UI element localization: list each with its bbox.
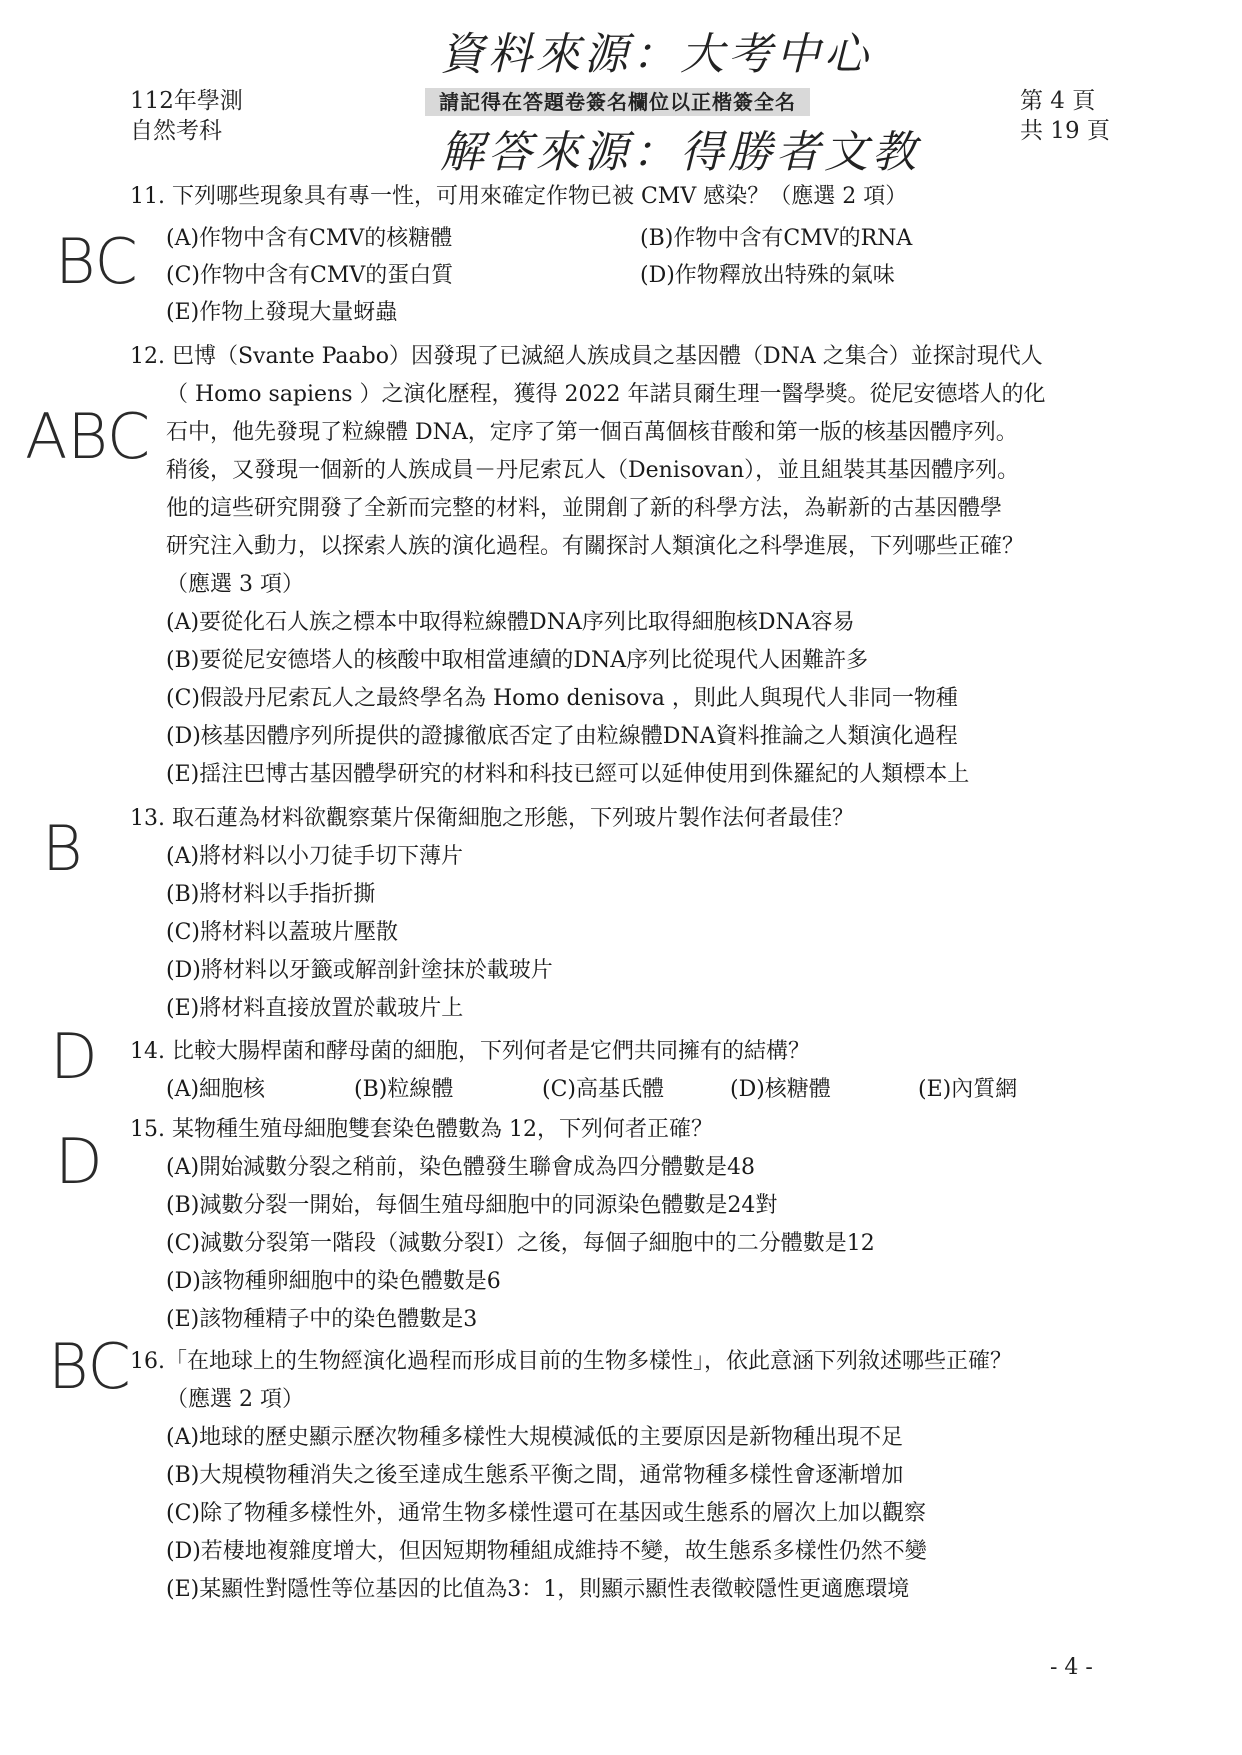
page-indicator: 第 4 頁 [1020, 88, 1096, 114]
page-total: 共 19 頁 [1020, 118, 1110, 144]
q16-option-c: (C)除了物種多樣性外，通常生物多樣性還可在基因或生態系的層次上加以觀察 [166, 1501, 927, 1526]
q12-option-d: (D)核基因體序列所提供的證據徹底否定了由粒線體DNA資料推論之人類演化過程 [166, 724, 958, 749]
q16-option-e: (E)某顯性對隱性等位基因的比值為3：1，則顯示顯性表徵較隱性更適應環境 [166, 1577, 910, 1602]
question-16-prompt-line-1: 16.「在地球上的生物經演化過程而形成目前的生物多樣性」，依此意涵下列敘述哪些正確？ [130, 1349, 1012, 1374]
q13-option-e: (E)將材料直接放置於載玻片上 [166, 996, 464, 1021]
q14-option-b: (B)粒線體 [354, 1077, 454, 1102]
handwritten-answer-q16: BC [48, 1330, 131, 1403]
question-12-prompt-line-2: （ Homo sapiens ）之演化歷程，獲得 2022 年諾貝爾生理一醫學獎。從尼安德塔人的化 [166, 382, 1046, 407]
question-11-prompt: 11. 下列哪些現象具有專一性，可用來確定作物已被 CMV 感染？（應選 2 項） [130, 184, 908, 209]
signature-notice-banner: 請記得在答題卷簽名欄位以正楷簽全名 [425, 88, 810, 116]
question-12-prompt-line-1: 12. 巴博（Svante Paabo）因發現了已滅絕人族成員之基因體（DNA 之集合）並探討現代人 [130, 344, 1043, 369]
q11-option-b: (B)作物中含有CMV的RNA [640, 226, 913, 251]
question-12-prompt-line-5: 他的這些研究開發了全新而完整的材料，並開創了新的科學方法，為嶄新的古基因體學 [166, 496, 1003, 521]
question-12-prompt-line-3: 石中，他先發現了粒線體 DNA，定序了第一個百萬個核苷酸和第一版的核基因體序列。 [166, 420, 1018, 445]
question-14-prompt: 14. 比較大腸桿菌和酵母菌的細胞，下列何者是它們共同擁有的結構？ [130, 1039, 810, 1064]
q12-option-b: (B)要從尼安德塔人的核酸中取相當連續的DNA序列比從現代人困難許多 [166, 648, 869, 673]
q15-option-e: (E)該物種精子中的染色體數是3 [166, 1307, 478, 1332]
handwritten-answer-q15: D [55, 1125, 103, 1198]
q14-option-d: (D)核糖體 [730, 1077, 831, 1102]
q14-option-c: (C)高基氏體 [542, 1077, 664, 1102]
q13-option-c: (C)將材料以蓋玻片壓散 [166, 920, 398, 945]
q13-option-a: (A)將材料以小刀徒手切下薄片 [166, 844, 464, 869]
q12-option-c: (C)假設丹尼索瓦人之最終學名為 Homo denisova ，則此人與現代人非同一物種 [166, 686, 958, 711]
q11-option-d: (D)作物釋放出特殊的氣味 [640, 263, 895, 288]
q13-option-b: (B)將材料以手指折撕 [166, 882, 376, 907]
q12-option-a: (A)要從化石人族之標本中取得粒線體DNA序列比取得細胞核DNA容易 [166, 610, 855, 635]
q16-option-d: (D)若棲地複雜度增大，但因短期物種組成維持不變，故生態系多樣性仍然不變 [166, 1539, 927, 1564]
question-12-prompt-line-4: 稍後，又發現一個新的人族成員－丹尼索瓦人（Denisovan），並且組裝其基因體序列。 [166, 458, 1020, 483]
q15-option-a: (A)開始減數分裂之稍前，染色體發生聯會成為四分體數是48 [166, 1155, 756, 1180]
q12-option-e: (E)揺注巴博古基因體學研究的材料和科技已經可以延伸使用到侏羅紀的人類標本上 [166, 762, 970, 787]
q11-option-a: (A)作物中含有CMV的核糖體 [166, 226, 453, 251]
q16-option-a: (A)地球的歷史顯示歷次物種多樣性大規模減低的主要原因是新物種出現不足 [166, 1425, 904, 1450]
exam-title: 112年學測 [130, 88, 243, 114]
q15-option-d: (D)該物種卵細胞中的染色體數是6 [166, 1269, 501, 1294]
handwritten-answer-q14: D [50, 1020, 98, 1093]
handwritten-answer-source-note: 解答來源：得勝者文教 [440, 127, 920, 178]
q14-option-e: (E)內質網 [918, 1077, 1018, 1102]
page-number: - 4 - [1050, 1655, 1093, 1680]
exam-subject: 自然考科 [130, 118, 222, 144]
q11-option-c: (C)作物中含有CMV的蛋白質 [166, 263, 454, 288]
q14-option-a: (A)細胞核 [166, 1077, 266, 1102]
q13-option-d: (D)將材料以牙籤或解剖針塗抹於載玻片 [166, 958, 553, 983]
question-12-prompt-line-6: 研究注入動力，以探索人族的演化過程。有關探討人類演化之科學進展，下列哪些正確？ [166, 534, 1025, 559]
q15-option-c: (C)減數分裂第一階段（減數分裂I）之後，每個子細胞中的二分體數是12 [166, 1231, 875, 1256]
handwritten-answer-q12: ABC [25, 400, 151, 473]
q15-option-b: (B)減數分裂一開始，每個生殖母細胞中的同源染色體數是24對 [166, 1193, 778, 1218]
question-15-prompt: 15. 某物種生殖母細胞雙套染色體數為 12，下列何者正確？ [130, 1117, 713, 1142]
handwritten-answer-q13: B [42, 812, 83, 885]
question-12-prompt-line-7: （應選 3 項） [166, 572, 304, 597]
handwritten-source-note: 資料來源：大考中心 [440, 29, 872, 80]
question-16-prompt-line-2: （應選 2 項） [166, 1387, 304, 1412]
handwritten-answer-q11: BC [55, 225, 138, 298]
q11-option-e: (E)作物上發現大量蚜蟲 [166, 300, 398, 325]
question-13-prompt: 13. 取石蓮為材料欲觀察葉片保衛細胞之形態，下列玻片製作法何者最佳？ [130, 806, 854, 831]
q16-option-b: (B)大規模物種消失之後至達成生態系平衡之間，通常物種多樣性會逐漸增加 [166, 1463, 904, 1488]
